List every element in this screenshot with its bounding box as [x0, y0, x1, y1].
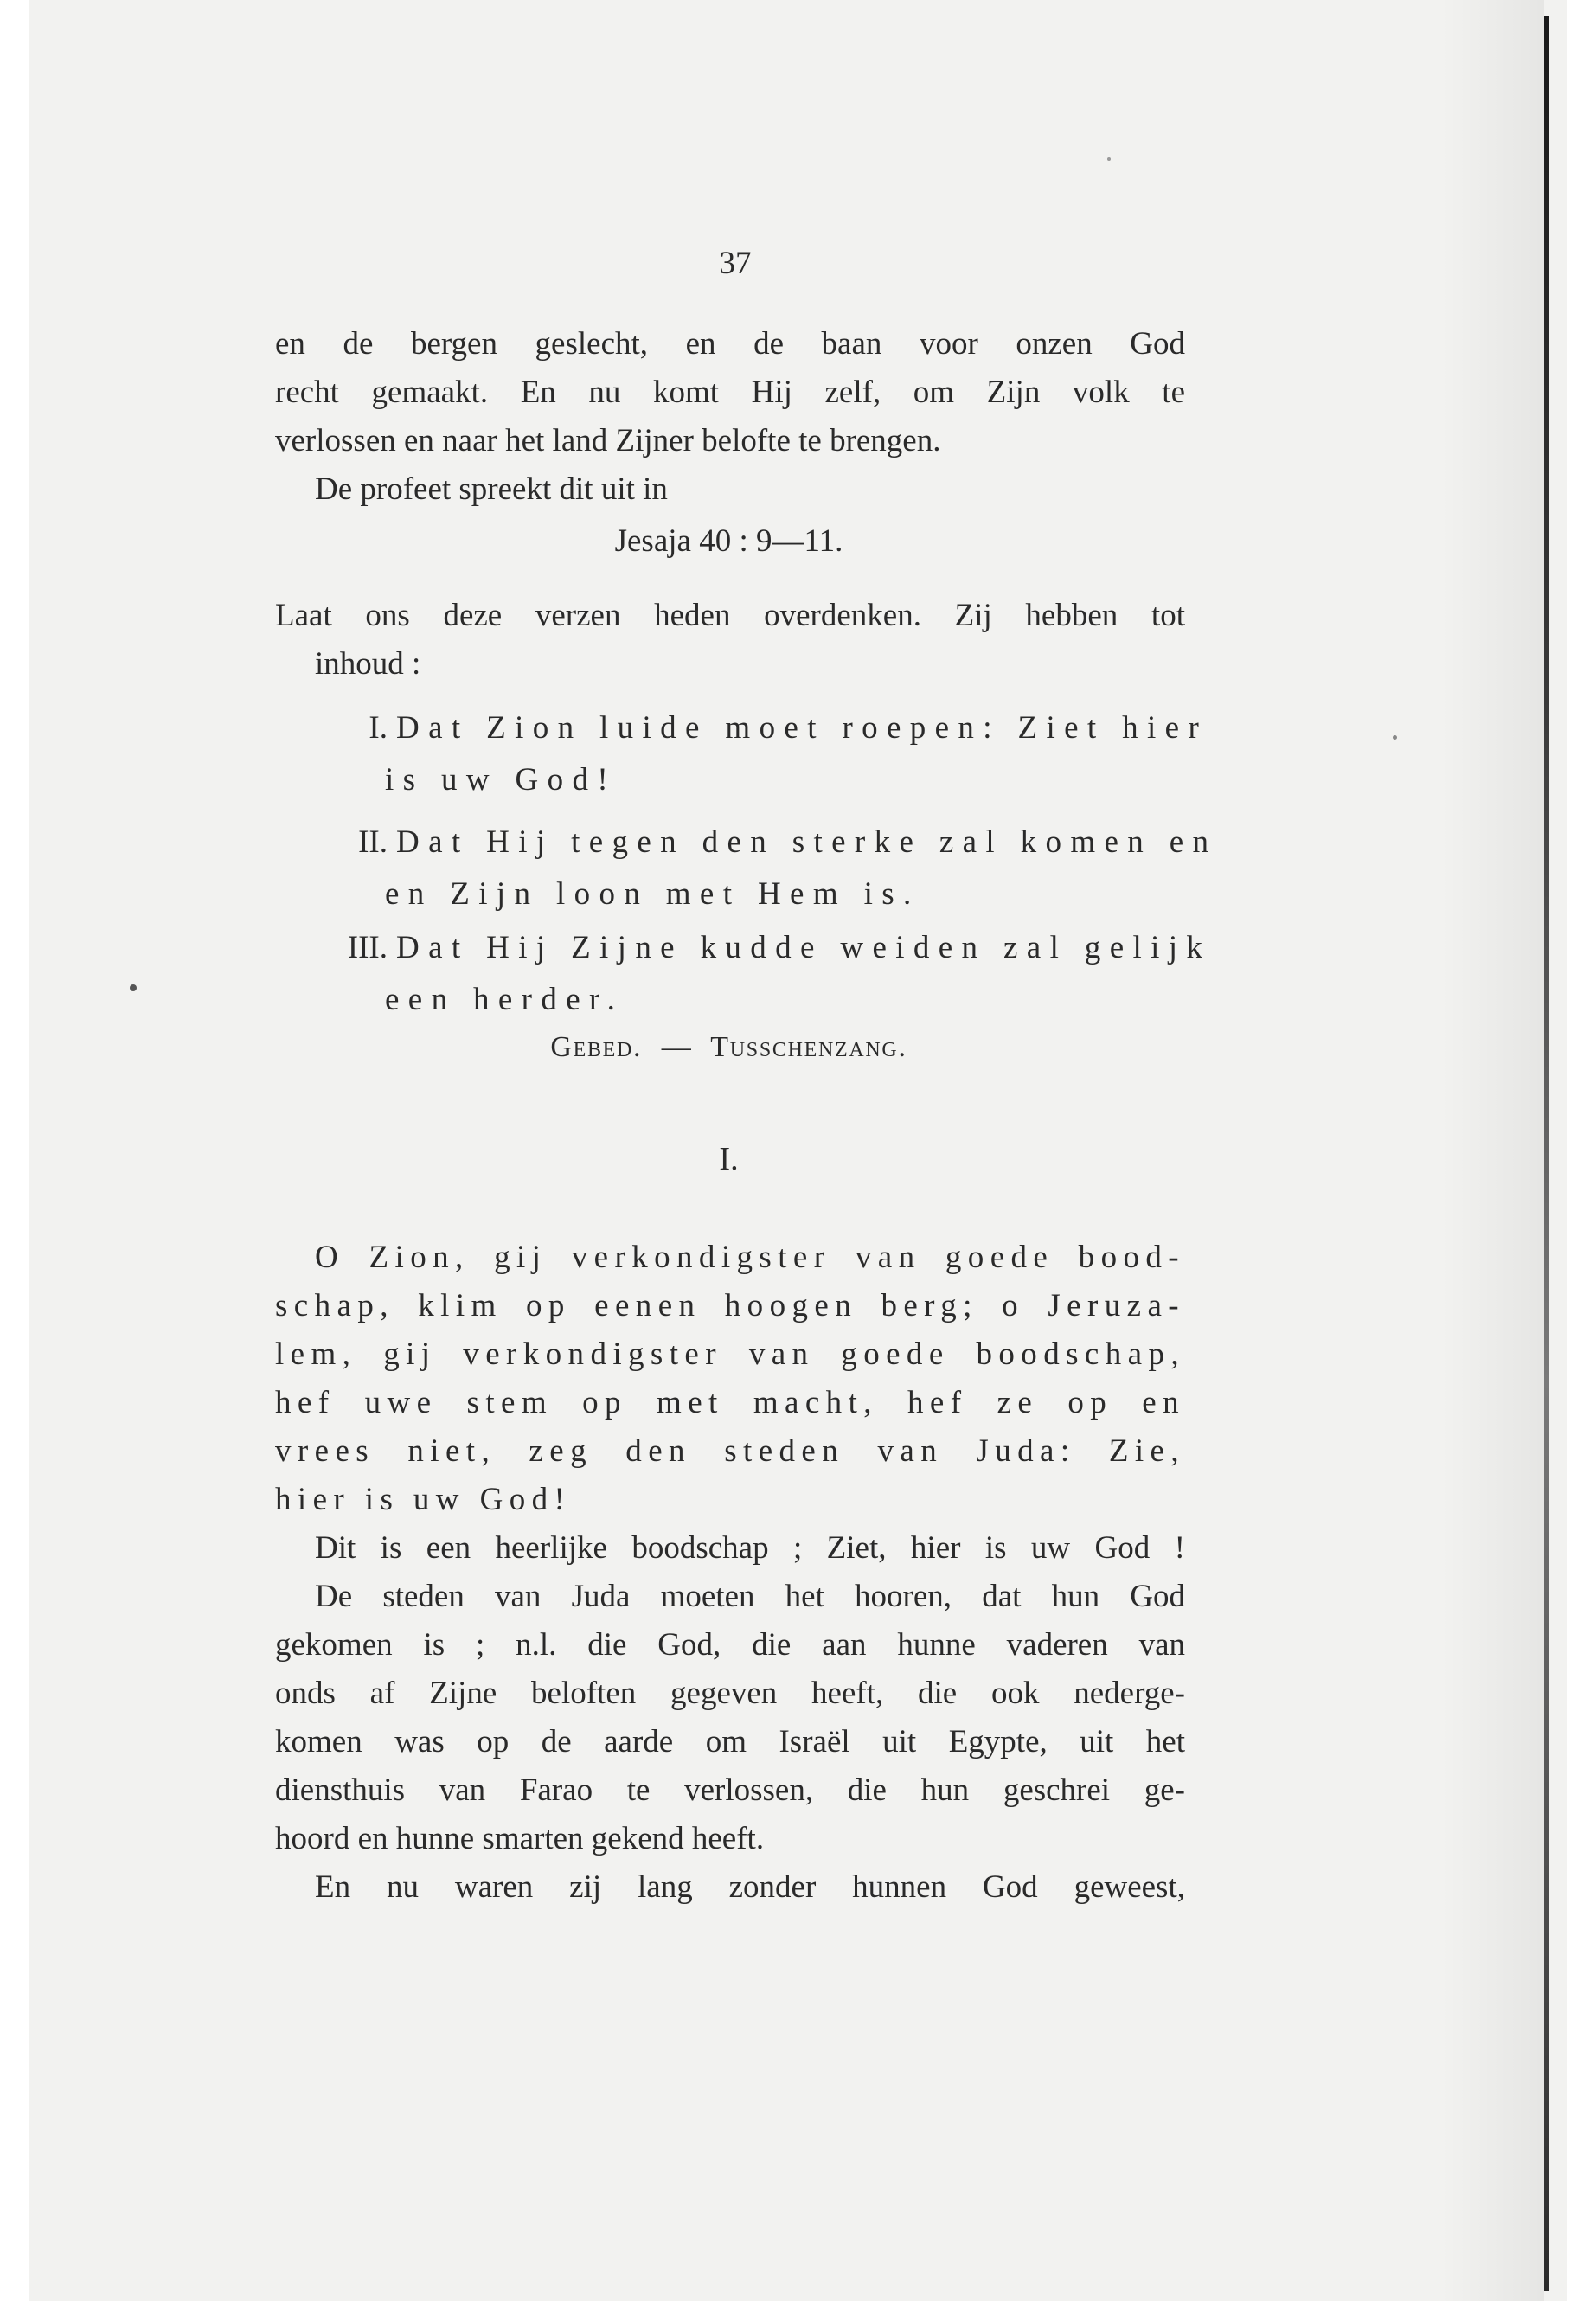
outline-text: een herder.: [385, 982, 625, 1017]
section-heading: I.: [719, 1141, 739, 1177]
ink-speck: [130, 984, 137, 991]
text-line: O Zion, gij verkondigster van goede bood-: [315, 1240, 1185, 1275]
text-line: gekomen is ; n.l. die God, die aan hunne vaderen van: [275, 1627, 1185, 1663]
outline-numeral: III.: [347, 930, 388, 965]
text-line: inhoud :: [315, 646, 421, 682]
text-line: hoord en hunne smarten gekend heeft.: [275, 1821, 765, 1856]
outline-text: is uw God!: [385, 762, 618, 798]
outline-text: Dat Zion luide moet roepen: Ziet hier: [396, 710, 1208, 746]
gebed-label: Gebed.: [550, 1031, 643, 1063]
body-paragraph: [275, 1524, 1185, 1912]
outline-item: [275, 702, 1208, 806]
page-number: 37: [719, 246, 752, 281]
ink-speck: [1107, 157, 1111, 161]
scripture-reference: Jesaja 40 : 9—11.: [614, 523, 843, 559]
text-line: Dit is een heerlijke boodschap ; Ziet, hier is uw God !: [315, 1530, 1185, 1566]
outline-numeral: I.: [369, 710, 388, 746]
text-line: De steden van Juda moeten het hooren, dat hun God: [315, 1579, 1185, 1614]
text-line: hier is uw God!: [275, 1482, 572, 1517]
text-line: hef uwe stem op met macht, hef ze op en: [275, 1385, 1185, 1420]
quote-paragraph: [275, 1234, 1185, 1524]
scan-border-right: [1567, 0, 1596, 2301]
text-line: vrees niet, zeg den steden van Juda: Zie,: [275, 1433, 1185, 1469]
text-line: Laat ons deze verzen heden overdenken. Zij hebben tot: [275, 598, 1185, 633]
text-line: komen was op de aarde om Israël uit Egypte, uit het: [275, 1724, 1185, 1759]
text-line: En nu waren zij lang zonder hunnen God geweest,: [315, 1869, 1185, 1905]
text-line: onds af Zijne beloften gegeven heeft, die ook nederge-: [275, 1676, 1185, 1711]
interlude-heading: [0, 1031, 1458, 1064]
ink-speck: [1393, 735, 1397, 740]
tusschenzang-label: Tusschenzang.: [710, 1031, 907, 1063]
outline-numeral: II.: [358, 824, 388, 860]
intro-line: De profeet spreekt dit uit in: [315, 471, 668, 507]
text-line: en de bergen geslecht, en de baan voor onzen God: [275, 326, 1185, 362]
text-line: diensthuis van Farao te verlossen, die hun geschrei ge-: [275, 1772, 1185, 1808]
outline-text: en Zijn loon met Hem is.: [385, 876, 920, 912]
text-line: schap, klim op eenen hoogen berg; o Jeruza-: [275, 1288, 1185, 1324]
study-paragraph: [275, 592, 1185, 689]
text-line: recht gemaakt. En nu komt Hij zelf, om Zijn volk te: [275, 375, 1185, 410]
outline-text: Dat Hij tegen den sterke zal komen en: [396, 824, 1218, 860]
outline-item: [275, 922, 1212, 1026]
outline-text: Dat Hij Zijne kudde weiden zal gelijk: [396, 930, 1212, 965]
text-line: lem, gij verkondigster van goede boodschap,: [275, 1336, 1185, 1372]
interlude-dash: —: [661, 1031, 691, 1063]
opening-paragraph: [275, 320, 1185, 514]
text-line: verlossen en naar het land Zijner belofte te brengen.: [275, 423, 941, 458]
page-edge: [1544, 16, 1549, 2291]
outline-item: [275, 817, 1218, 920]
